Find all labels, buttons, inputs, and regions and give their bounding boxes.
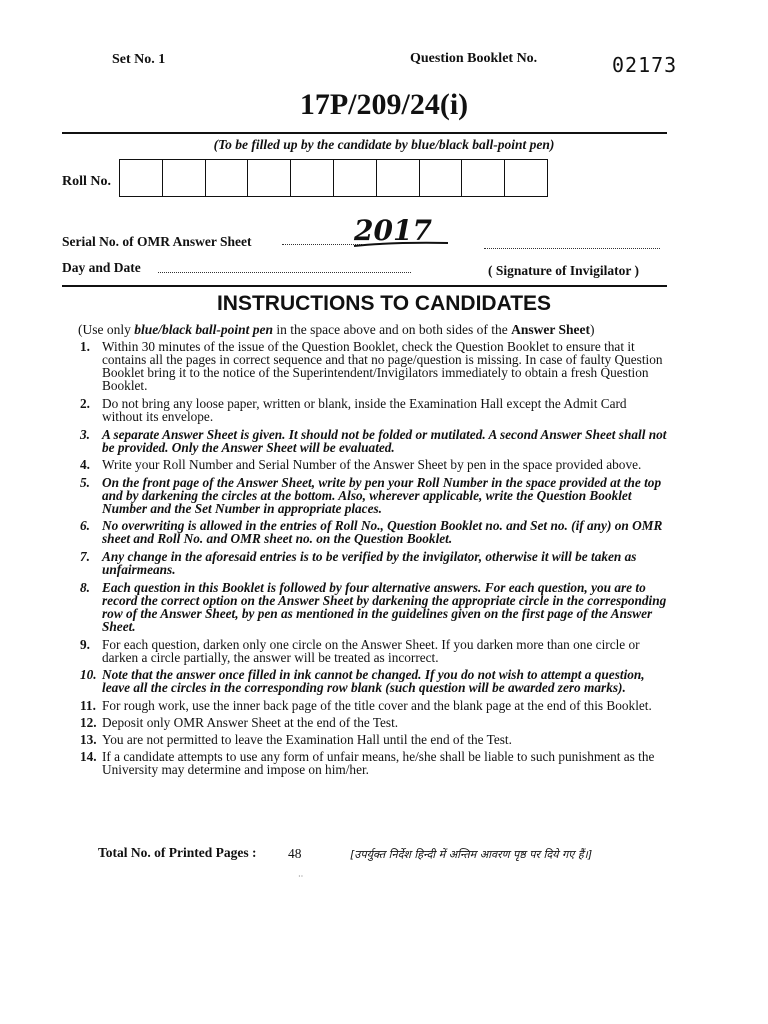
hindi-note: [उपर्युक्त निर्देश हिन्दी में अन्तिम आवरण पृष्ठ पर दिये गए हैं।]: [350, 848, 593, 861]
omr-serial-dotted-line[interactable]: [282, 244, 362, 245]
instruction-item: 3. A separate Answer Sheet is given. It should not be folded or mutilated. A second Answer Sheet shall not be provided. Only the Answer Sheet will be evaluated.: [80, 427, 667, 455]
signature-dotted-line[interactable]: [484, 248, 660, 249]
roll-number-box[interactable]: [505, 160, 547, 196]
use-only-post: ): [589, 322, 595, 337]
paper-code: 17P/209/24(i): [299, 88, 469, 121]
instruction-item: 14. If a candidate attempts to use any form of unfair means, he/she shall be liable to such punishment as the University may determine and impose on him/her.: [80, 749, 655, 777]
total-pages-value: 48: [288, 846, 302, 861]
omr-serial-handwritten-text: 2017: [354, 214, 432, 247]
roll-number-boxes[interactable]: [119, 159, 548, 197]
day-date-label: Day and Date: [62, 260, 141, 275]
use-only-note: [78, 322, 594, 338]
omr-serial-label: Serial No. of OMR Answer Sheet: [62, 234, 252, 249]
roll-number-box[interactable]: [206, 160, 249, 196]
instruction-item: 13. You are not permitted to leave the Examination Hall until the end of the Test.: [80, 732, 512, 747]
top-divider: [62, 132, 667, 134]
instruction-item: 6. No overwriting is allowed in the entries of Roll No., Question Booklet no. and Set no. (if any) on OMR sheet and Roll No. and OMR sheet no. on the Question Booklet.: [80, 518, 663, 546]
omr-serial-handwritten: [352, 212, 452, 252]
use-only-sheet: Answer Sheet: [511, 322, 590, 337]
set-number: Set No. 1: [112, 52, 166, 67]
roll-number-box[interactable]: [291, 160, 334, 196]
instruction-item: 7. Any change in the aforesaid entries is to be verified by the invigilator, otherwise it will be taken as unfairmeans.: [80, 549, 637, 577]
question-booklet-number: 02173: [612, 53, 678, 77]
use-only-pre: (Use only: [78, 322, 135, 337]
roll-number-box[interactable]: [334, 160, 377, 196]
roll-number-box[interactable]: [462, 160, 505, 196]
instruction-item: 11. For rough work, use the inner back page of the title cover and the blank page at the end of this Booklet.: [80, 698, 652, 713]
instruction-item: 5. On the front page of the Answer Sheet, write by pen your Roll Number in the space provided at the top and by darkening the circles at the bottom. Also, wherever applicable, write the Question Booklet Number and the Set Number in appropriate places.: [80, 475, 662, 516]
roll-number-box[interactable]: [420, 160, 463, 196]
signature-invigilator-label: ( Signature of Invigilator ): [488, 263, 640, 278]
instruction-item: 2. Do not bring any loose paper, written or blank, inside the Examination Hall except the Admit Card without its envelope.: [80, 396, 627, 424]
instruction-item: 4. Write your Roll Number and Serial Number of the Answer Sheet by pen in the space provided above.: [80, 457, 642, 472]
roll-number-box[interactable]: [377, 160, 420, 196]
question-booklet-label: Question Booklet No.: [410, 51, 538, 66]
roll-number-label: Roll No.: [62, 174, 111, 189]
roll-number-box[interactable]: [120, 160, 163, 196]
scan-speck: ··: [298, 872, 304, 881]
use-only-pen: blue/black ball-point pen: [134, 322, 274, 337]
instruction-item: 12. Deposit only OMR Answer Sheet at the end of the Test.: [80, 715, 399, 730]
instruction-item: 1. Within 30 minutes of the issue of the Question Booklet, check the Question Booklet to ensure that it contains all the pages in correct sequence and that no page/question is missing. In case of faulty Question Booklet bring it to the notice of the Superintendent/Invigilators immediately to obtain a fresh Question Booklet.: [80, 339, 663, 393]
instructions-heading: INSTRUCTIONS TO CANDIDATES: [216, 292, 552, 315]
roll-number-box[interactable]: [163, 160, 206, 196]
fill-instruction-note: (To be filled up by the candidate by blue/black ball-point pen): [213, 137, 555, 152]
instruction-item: 9. For each question, darken only one circle on the Answer Sheet. If you darken more than one circle or darken a circle partially, the answer will be treated as incorrect.: [80, 637, 640, 665]
instruction-list: [68, 340, 668, 776]
use-only-mid: in the space above and on both sides of the: [273, 322, 512, 337]
instruction-item: 8. Each question in this Booklet is followed by four alternative answers. For each question, you are to record the correct option on the Answer Sheet by darkening the appropriate circle in the corresponding row of the Answer Sheet, by pen as mentioned in the guidelines given on the first page of the Answer Sheet.: [80, 580, 667, 634]
roll-number-box[interactable]: [248, 160, 291, 196]
day-date-dotted-line[interactable]: [158, 272, 411, 273]
instruction-item: 10. Note that the answer once filled in ink cannot be changed. If you do not wish to attempt a question, leave all the circles in the corresponding row blank (such question will be awarded zero marks).: [80, 667, 645, 695]
middle-divider: [62, 285, 667, 287]
total-pages-label: Total No. of Printed Pages :: [98, 845, 257, 860]
